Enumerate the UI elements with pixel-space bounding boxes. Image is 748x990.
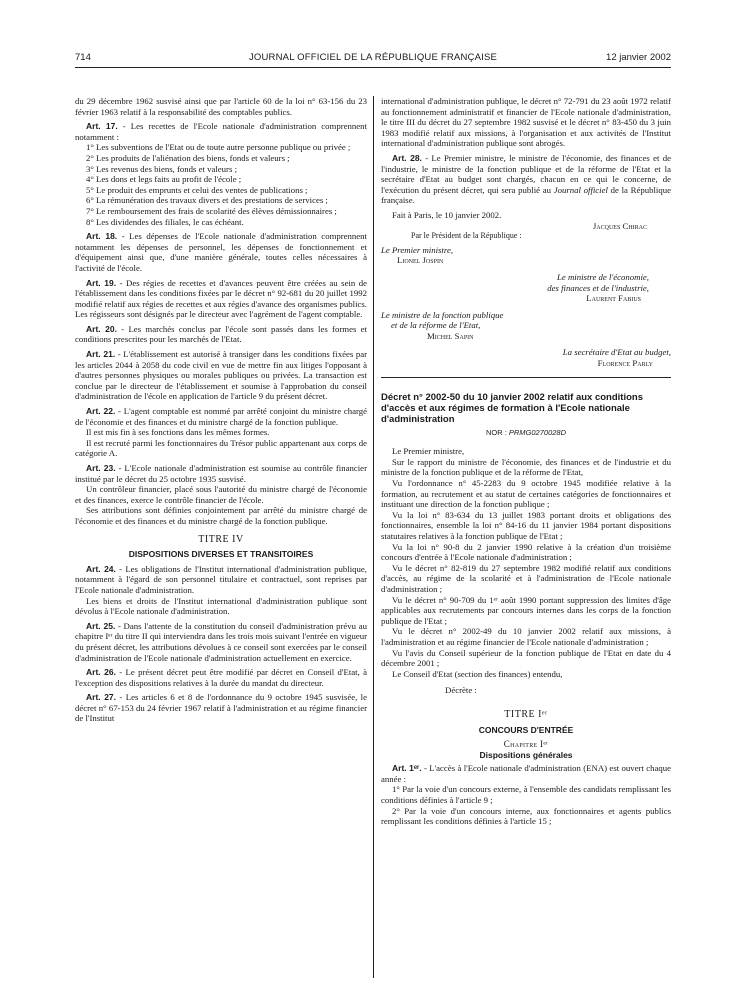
article-23 (75, 463, 367, 484)
article-text: - Les articles 6 et 8 de l'ordonnance du 9 octobre 1945 susvisée, le décret n° 67-153 du 24 février 1967 relatif à l'administration et au régime financier de l'Institut (75, 692, 367, 724)
list-item: 3° Les revenus des biens, fonds et valeurs ; (86, 163, 237, 174)
article-text: - L'Ecole nationale d'administration est soumise au contrôle financier institué par le décret du 25 octobre 1935 susvisé. (75, 463, 367, 484)
paragraph: Le Premier ministre, (392, 446, 465, 457)
article-text: - Les obligations de l'Institut international d'administration publique, notamment à l'égard de son personnel titulaire et contractuel, sont reprises par l'Ecole nationale d'administration. (75, 563, 367, 595)
visa: Vu la loi n° 83-634 du 13 juillet 1983 portant droits et obligations des fonctionnaires, ensemble la loi n° 84-16 du 11 janvier 1984 portant dispositions statutaires relatives à la fonction publique de l'Etat ; (381, 509, 671, 541)
nor-label: NOR : (485, 427, 509, 437)
paragraph: Sur le rapport du ministre de l'économie, des finances et de l'industrie et du ministre de la fonction publique et de la réforme de l'Etat, (381, 456, 671, 478)
list-item: 1° Les subventions de l'Etat ou de toute autre personne publique ou privée ; (86, 142, 351, 153)
list-item: 8° Les dividendes des filiales, le cas échéant. (86, 216, 244, 227)
list-item: 2° Les produits de l'aliénation des biens, fonds et valeurs ; (86, 152, 290, 163)
list-item: 6° La rémunération des travaux divers et des prestations de services ; (86, 195, 328, 206)
article-text-end: de la République française. (381, 184, 671, 206)
title-subheading: CONCOURS D'ENTRÉE (478, 724, 574, 735)
chapter-subheading: Dispositions générales (479, 749, 573, 760)
article-25 (75, 621, 367, 663)
article-label: Art. 1ᵉʳ. (392, 763, 422, 774)
article-label: Art. 20. (86, 323, 117, 334)
page-header (75, 52, 671, 66)
signatory-title: des finances et de l'industrie, (547, 282, 649, 293)
section-separator (381, 377, 671, 378)
article-label: Art. 26. (86, 667, 116, 678)
article-label: Art. 22. (86, 406, 116, 417)
article-text: - Les recettes de l'Ecole nationale d'administration comprennent notamment : (75, 121, 367, 142)
issue-date: 12 janvier 2002 (606, 52, 671, 63)
decree-title: Décret n° 2002-50 du 10 janvier 2002 relatif aux conditions d'accès et aux régimes de formation à l'Ecole nationale d'administration (381, 391, 643, 425)
signatory-title: Le ministre de la fonction publique (381, 309, 504, 320)
nor-reference (381, 428, 671, 439)
journal-name: Journal officiel (553, 184, 608, 195)
article-text: - Des régies de recettes et d'avances peuvent être créées au sein de l'établissement dans les conditions fixées par le décret n° 92-681 du 20 juillet 1992 modifié relatif aux régies de recettes et aux régies d'avance des organismes publics. Les régisseurs sont désignés par le directeur avec l'agrément de l'agent comptable. (75, 277, 367, 320)
article-label: Art. 28. (392, 152, 422, 163)
journal-title: JOURNAL OFFICIEL DE LA RÉPUBLIQUE FRANÇAISE (248, 52, 498, 63)
article-label: Art. 25. (86, 620, 116, 631)
article-text: - L'accès à l'Ecole nationale d'administration (ENA) est ouvert chaque année : (381, 763, 672, 784)
visa: Vu l'ordonnance n° 45-2283 du 9 octobre 1945 modifiée relative à la formation, au recrutement et au statut de certaines catégories de fonctionnaires et instituant une direction de la fonction publique ; (381, 478, 671, 510)
column-divider (373, 96, 374, 978)
decrete: Décrète : (445, 685, 477, 696)
paragraph: Les biens et droits de l'Institut international d'administration publique sont dévolus à l'Ecole nationale d'administration. (75, 595, 367, 617)
article-text: - L'agent comptable est nommé par arrêté conjoint du ministre chargé de l'économie et des finances et du ministre chargé de la fonction publique. (75, 406, 367, 427)
article-20 (75, 324, 367, 345)
page-number: 714 (75, 52, 91, 63)
article-22 (75, 406, 367, 427)
article-label: Art. 23. (86, 463, 116, 473)
paragraph: Il est recruté parmi les fonctionnaires du Trésor public appartenant aux corps de catégorie A. (75, 437, 367, 459)
paragraph: du 29 décembre 1962 susvisé ainsi que par l'article 60 de la loi n° 63-156 du 23 février 1963 relatif à la responsabilité des comptables publics. (75, 96, 367, 117)
list-item: 2° Par la voie d'un concours interne, aux fonctionnaires et agents publics remplissant les conditions définies à l'article 15 ; (381, 805, 671, 827)
list-item: 5° Le produit des emprunts et celui des ventes de publications ; (86, 184, 308, 195)
signatory-title: La secrétaire d'Etat au budget, (562, 347, 671, 358)
paragraph: Ses attributions sont définies conjointement par arrêté du ministre chargé de l'économie et des finances et du ministre chargé de la fonction publique. (75, 505, 367, 526)
article-text: - Les dépenses de l'Ecole nationale d'administration comprennent notamment les dépenses de personnel, les dépenses de fonctionnement et d'équipement ainsi que, d'une manière générale, toutes celles nécessaires à l'activité de l'école. (75, 231, 367, 273)
article-17 (75, 121, 367, 142)
paragraph: Il est mis fin à ses fonctions dans les mêmes formes. (86, 427, 270, 438)
article-label: Art. 19. (86, 277, 117, 288)
signature-place-date: Fait à Paris, le 10 janvier 2002. (392, 209, 502, 220)
paragraph: international d'administration publique, le décret n° 72-791 du 23 août 1972 relatif au fonctionnement administratif et financier de l'Ecole nationale d'administration, le titre III du décret du 27 septembre 1982 susvisé et le décret n° 83-450 du 3 juin 1983 modifié relatif aux missions, à l'organisation et aux activités de l'Institut international d'administration publique sont abrogés. (381, 96, 671, 149)
article-28 (381, 153, 671, 206)
article-label: Art. 24. (86, 563, 116, 574)
visa: Vu le décret n° 82-819 du 27 septembre 1982 modifié relatif aux conditions d'accès, au régime de la scolarité et à l'administration de l'Ecole nationale d'administration ; (381, 562, 671, 594)
article-21 (75, 349, 367, 402)
signatory-name: Lionel Jospin (397, 255, 444, 266)
right-column (381, 96, 671, 827)
article-18 (75, 231, 367, 273)
article-label: Art. 21. (86, 349, 116, 360)
chapter-heading: Chapitre Iᵉʳ (503, 739, 549, 750)
visa: Vu la loi n° 90-8 du 2 janvier 1990 relative à la création d'un troisième concours d'entrée à l'Ecole nationale d'administration ; (381, 541, 671, 563)
visa: Vu l'avis du Conseil supérieur de la fonction publique de l'Etat en date du 4 décembre 2001 ; (381, 647, 671, 669)
article-text: - Le présent décret peut être modifié par décret en Conseil d'Etat, à l'exception des dispositions relatives à la durée du mandat du directeur. (75, 667, 367, 688)
list-item: 1° Par la voie d'un concours externe, à l'ensemble des candidats remplissant les conditions définies à l'article 9 ; (381, 784, 671, 806)
article-label: Art. 27. (86, 692, 117, 703)
title-heading: TITRE Iᵉʳ (504, 708, 548, 720)
signature-president: Jacques Chirac (592, 220, 647, 231)
article-24 (75, 564, 367, 596)
visa: Le Conseil d'Etat (section des finances) entendu, (392, 668, 563, 679)
left-column (75, 96, 367, 724)
par-le-president: Par le Président de la République : (411, 231, 522, 241)
signatory-name: Laurent Fabius (586, 293, 641, 304)
article-27 (75, 692, 367, 724)
paragraph: Un contrôleur financier, placé sous l'autorité du ministre chargé de l'économie et des finances, exerce le contrôle financier de l'école. (75, 484, 367, 505)
article-text: - Dans l'attente de la constitution du conseil d'administration prévu au chapitre Iᵉʳ du titre II qui interviendra dans les trois mois suivant l'entrée en vigueur du présent décret, les attributions dévolues à ce conseil sont exercées par le conseil d'administration de l'Ecole nationale d'administration actuellement en exercice. (75, 620, 367, 663)
article-label: Art. 18. (86, 231, 118, 242)
article-1 (381, 763, 671, 784)
title-heading: TITRE IV (198, 533, 244, 545)
article-label: Art. 17. (86, 121, 118, 132)
nor-code: PRMG0270028D (508, 427, 567, 437)
article-text: - Les marchés conclus par l'école sont passés dans les formes et conditions prescrites pour les marchés de l'Etat. (75, 323, 367, 345)
signatory-title: Le Premier ministre, (381, 244, 454, 255)
article-text: - Le Premier ministre, le ministre de l'économie, des finances et de l'industrie, le ministre de la fonction publique et de la réforme de l'Etat et la secrétaire d'Etat au budget sont chargés, chacun en ce qui le concerne, de l'exécution du présent décret, qui sera publié au (381, 152, 671, 195)
signatory-name: Michel Sapin (427, 330, 474, 341)
visa: Vu le décret n° 90-709 du 1ᵉʳ août 1990 portant suppression des limites d'âge applicables aux recrutements par concours internes dans les corps de la fonction publique de l'Etat ; (381, 594, 671, 626)
list-item: 7° Le remboursement des frais de scolarité des élèves démissionnaires ; (86, 205, 337, 216)
signatory-name: Florence Parly (597, 358, 653, 369)
article-19 (75, 278, 367, 320)
title-subheading: DISPOSITIONS DIVERSES ET TRANSITOIRES (128, 549, 314, 560)
signatory-title: Le ministre de l'économie, (557, 271, 649, 282)
visa: Vu le décret n° 2002-49 du 10 janvier 2002 relatif aux missions, à l'administration et au régime financier de l'Ecole nationale d'administration ; (381, 626, 671, 647)
list-item: 4° Les dons et legs faits au profit de l'école ; (86, 174, 242, 185)
article-text: - L'établissement est autorisé à transiger dans les conditions fixées par les articles 2044 à 2058 du code civil en vue de mettre fin aux litiges l'opposant à d'autres personnes physiques ou morales publiques ou privées. La transaction est conclue par le directeur de l'établissement et soumise à l'approbation du conseil d'administration de l'école en application de l'article 9 du présent décret. (75, 349, 367, 402)
signatory-title: et de la réforme de l'Etat, (391, 320, 481, 331)
article-26 (75, 667, 367, 688)
header-rule (75, 67, 671, 68)
